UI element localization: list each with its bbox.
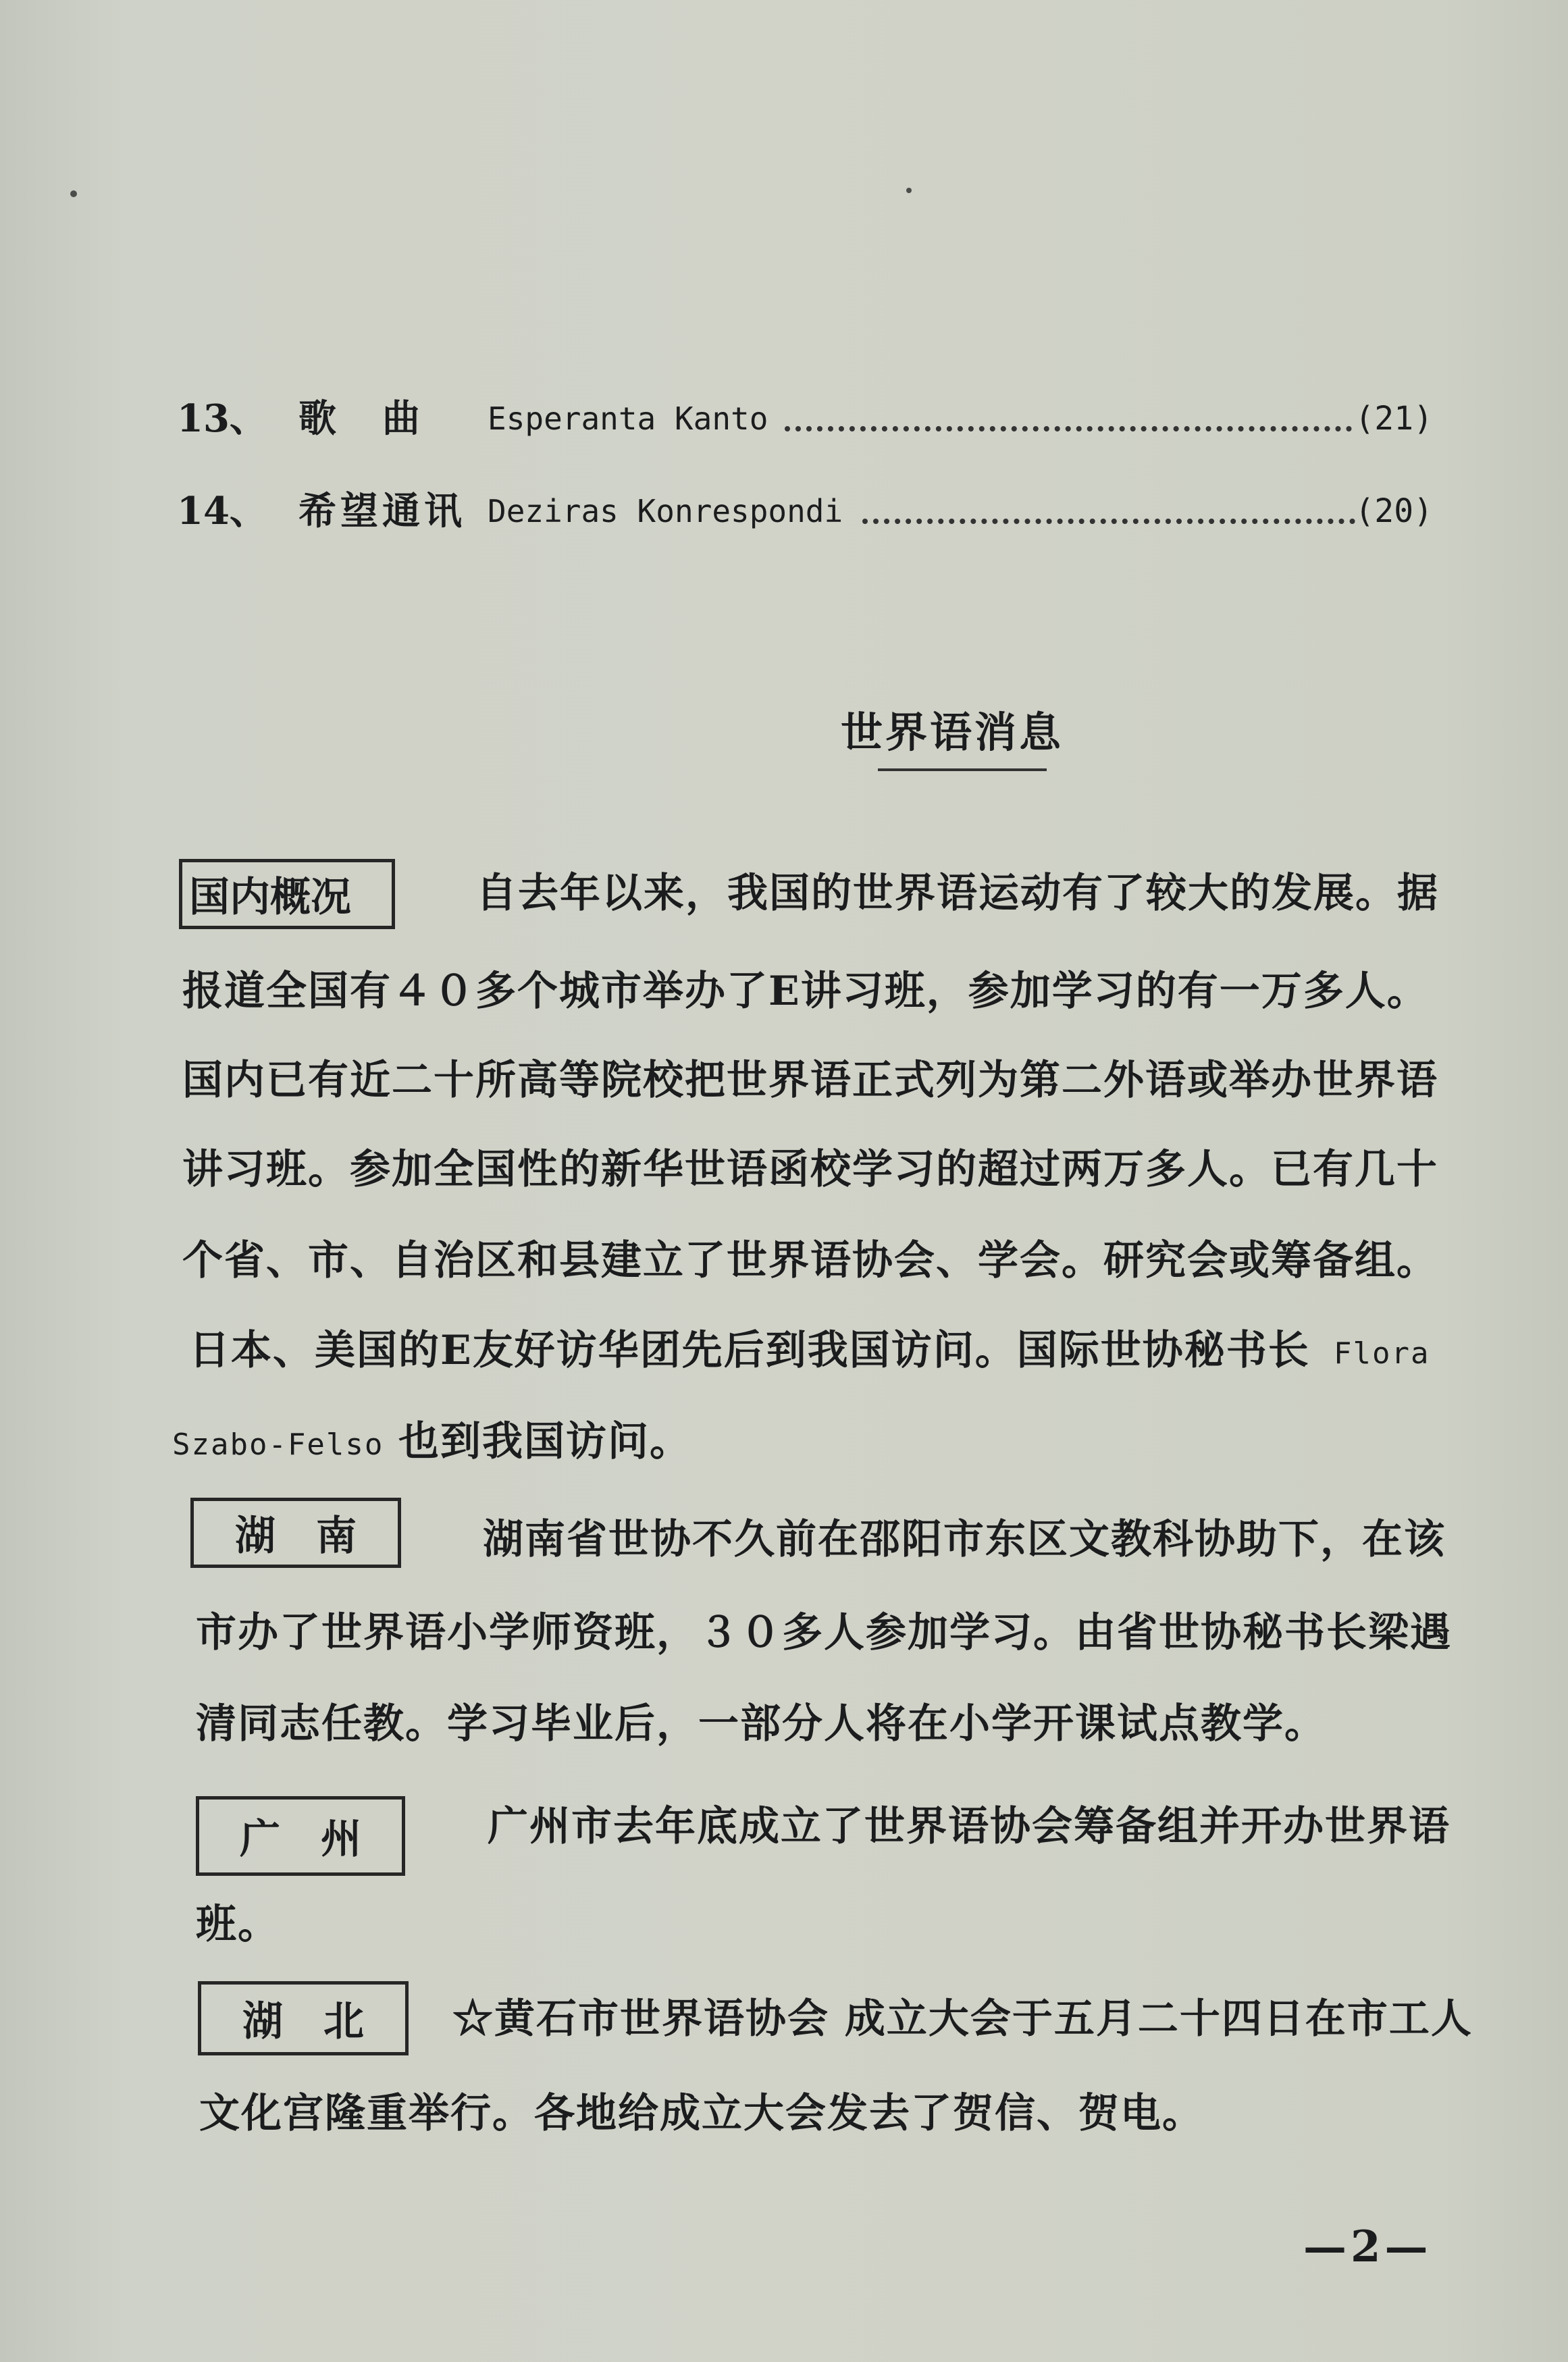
toc-page-number: (21) <box>1355 400 1433 438</box>
text-line: 市办了世界语小学师资班，３０多人参加学习。由省世协秘书长梁遇 <box>196 1609 1452 1656</box>
toc-row-13 <box>177 388 1433 449</box>
ink-speck <box>70 190 77 197</box>
text-line: 报道全国有４０多个城市举办了E讲习班，参加学习的有一万多人。 <box>182 968 1429 1015</box>
label-box-hubei <box>198 1981 409 2055</box>
text-line: 讲习班。参加全国性的新华世语函校学习的超过两万多人。已有几十 <box>182 1146 1438 1193</box>
label-box-hunan <box>190 1498 401 1568</box>
label-text: 湖 北 <box>242 1998 364 2045</box>
toc-title-zh: 希望通讯 <box>298 489 466 533</box>
toc-number: 14、 <box>177 489 267 533</box>
text-line: 班。 <box>196 1901 280 1948</box>
toc-leader-dots <box>785 426 1352 431</box>
text-line-name: Flora <box>1334 1336 1430 1371</box>
text-line: 清同志任教。学习毕业后，一部分人将在小学开课试点教学。 <box>196 1700 1326 1748</box>
text-line: ☆黄石市世界语协会 成立大会于五月二十四日在市工人 <box>452 1995 1473 2043</box>
toc-title-eo: Esperanta Kanto <box>488 400 768 437</box>
section-title: 世界语消息 <box>840 708 1064 757</box>
text-line: 自去年以来，我国的世界语运动有了较大的发展。据 <box>476 870 1439 917</box>
text-line: 国内已有近二十所高等院校把世界语正式列为第二外语或举办世界语 <box>182 1057 1438 1104</box>
toc-title-eo: Deziras Konrespondi <box>488 493 843 529</box>
text-line: 个省、市、自治区和县建立了世界语协会、学会。研究会或筹备组。 <box>182 1237 1438 1284</box>
text-line-name: Szabo-Felso <box>172 1427 384 1462</box>
toc-number: 13、 <box>177 396 267 441</box>
text-line: 广州市去年底成立了世界语协会筹备组并开办世界语 <box>488 1803 1451 1850</box>
label-box-guangzhou <box>196 1796 405 1876</box>
label-text: 国内概况 <box>189 874 351 921</box>
text-line: 文化宫隆重举行。各地给成立大会发去了贺信、贺电。 <box>199 2090 1204 2137</box>
text-line: 湖南省世协不久前在邵阳市东区文教科协助下，在该 <box>483 1516 1446 1563</box>
toc-leader-dots <box>862 519 1355 524</box>
page-number: —2— <box>1303 2222 1432 2272</box>
toc-page-number: (20) <box>1355 492 1433 530</box>
toc-title-zh: 歌 曲 <box>298 396 424 441</box>
title-underline <box>878 768 1047 771</box>
label-box-domestic <box>179 859 395 929</box>
label-text: 广 州 <box>240 1816 361 1863</box>
text-line: 也到我国访问。 <box>398 1418 691 1465</box>
label-text: 湖 南 <box>235 1513 357 1560</box>
text-line: 日本、美国的E友好访华团先后到我国访问。国际世协秘书长 <box>189 1327 1310 1374</box>
ink-speck <box>906 188 912 193</box>
toc-row-14 <box>177 481 1433 542</box>
